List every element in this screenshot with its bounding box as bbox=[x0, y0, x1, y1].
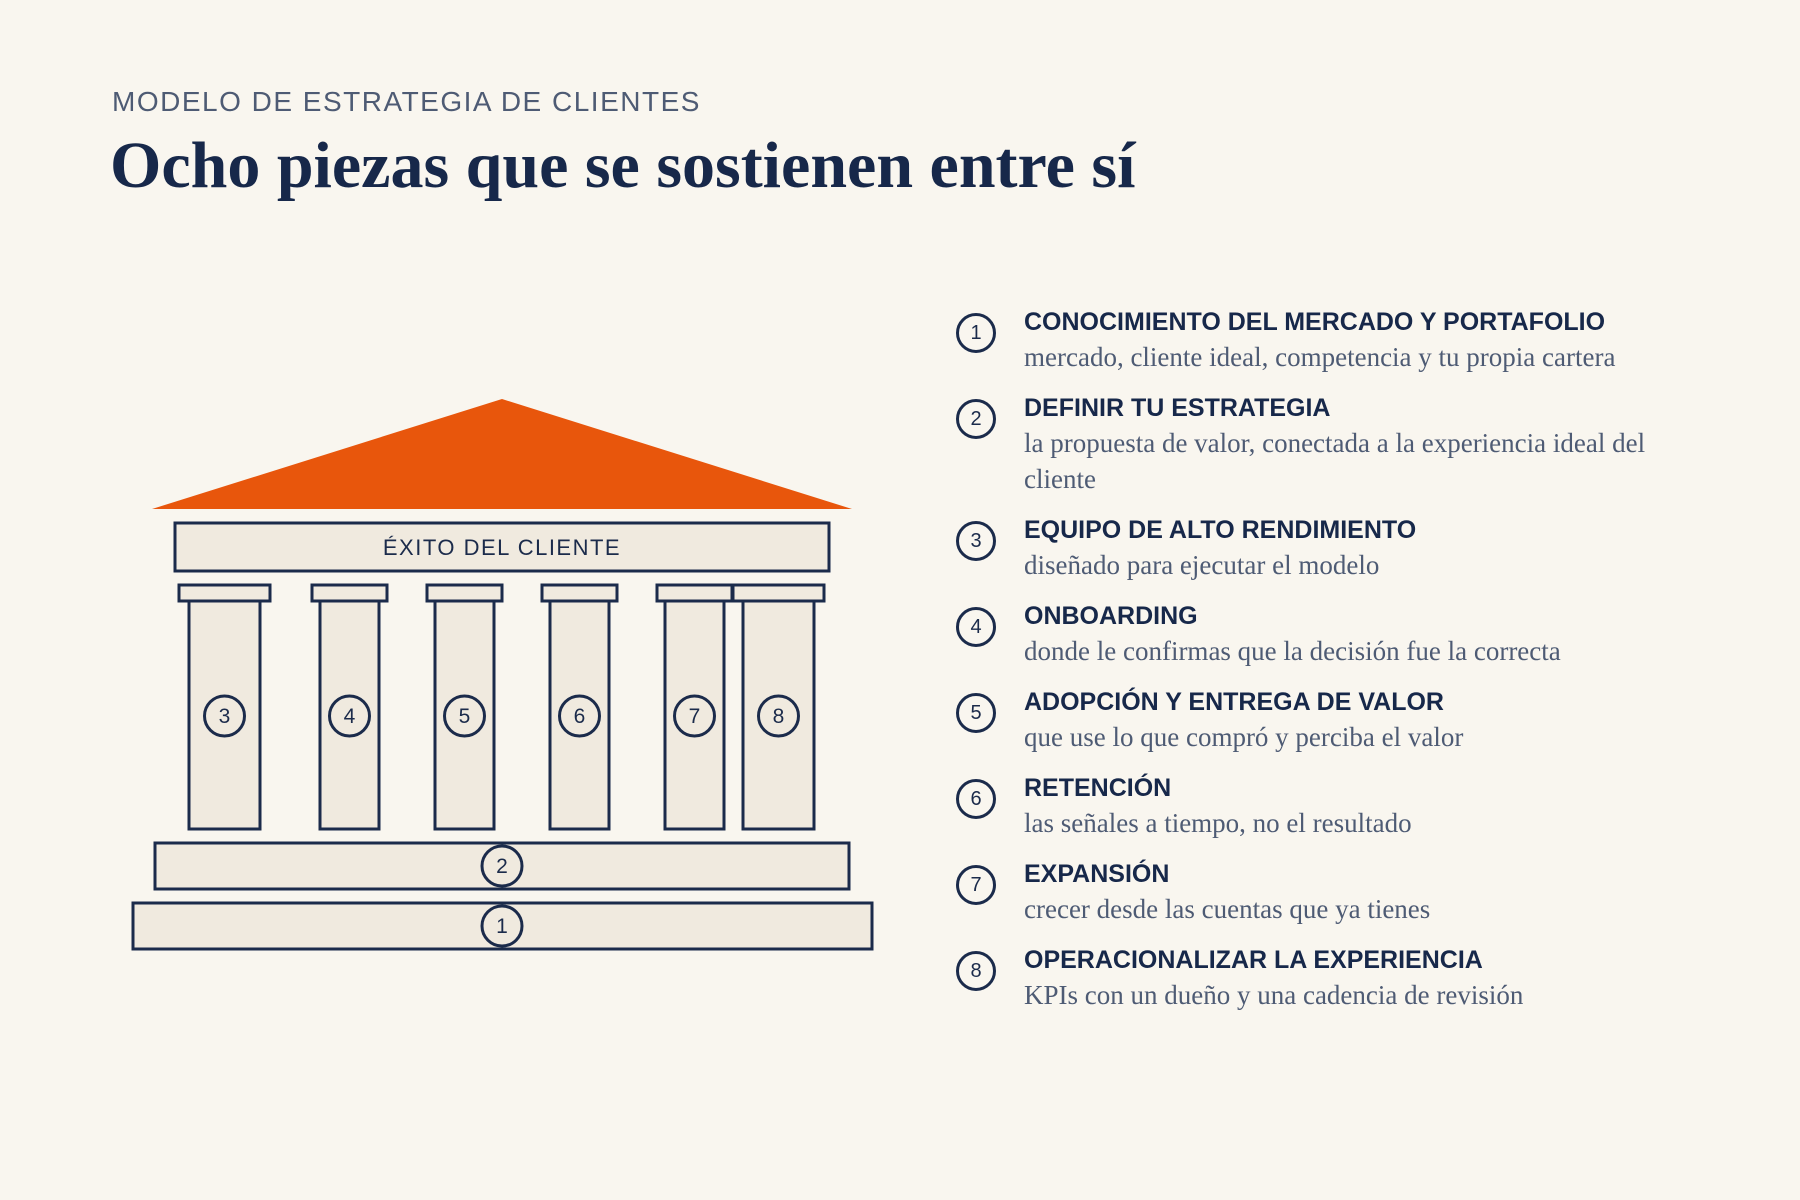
legend-item bbox=[952, 513, 1712, 583]
legend-description: las señales a tiempo, no el resultado bbox=[1024, 808, 1412, 838]
legend-description: mercado, cliente ideal, competencia y tu propia cartera bbox=[1024, 342, 1616, 372]
pillar-capital bbox=[542, 585, 617, 601]
legend-item bbox=[952, 943, 1712, 1013]
legend-item bbox=[952, 391, 1712, 497]
pillar-number: 5 bbox=[458, 705, 471, 728]
pillar-4 bbox=[312, 585, 387, 829]
legend-number-badge: 4 bbox=[956, 607, 996, 647]
temple-beam-label: ÉXITO DEL CLIENTE bbox=[382, 535, 622, 560]
legend-description: la propuesta de valor, conectada a la experiencia ideal del cliente bbox=[1024, 428, 1646, 494]
legend-heading: DEFINIR TU ESTRATEGIA bbox=[1024, 394, 1331, 422]
pillar-capital bbox=[312, 585, 387, 601]
base-number: 2 bbox=[496, 855, 508, 878]
page-title: Ocho piezas que se sostienen entre sí bbox=[110, 129, 1136, 202]
pillar-number: 4 bbox=[343, 705, 356, 728]
temple-diagram bbox=[0, 0, 900, 1000]
legend-description: que use lo que compró y perciba el valor bbox=[1024, 722, 1464, 752]
legend-number-badge: 1 bbox=[956, 313, 996, 353]
legend-description: crecer desde las cuentas que ya tienes bbox=[1024, 894, 1431, 924]
legend-item bbox=[952, 599, 1712, 669]
legend-number-badge: 3 bbox=[956, 521, 996, 561]
legend-heading: EXPANSIÓN bbox=[1024, 860, 1170, 888]
legend-number-badge: 2 bbox=[956, 399, 996, 439]
pillar-capital bbox=[427, 585, 502, 601]
base-step-1 bbox=[133, 903, 872, 949]
legend-number-badge: 6 bbox=[956, 779, 996, 819]
legend-heading: RETENCIÓN bbox=[1024, 774, 1172, 802]
pillar-3 bbox=[179, 585, 270, 829]
legend-heading: ADOPCIÓN Y ENTREGA DE VALOR bbox=[1024, 688, 1444, 716]
legend-number-badge: 5 bbox=[956, 693, 996, 733]
pillar-number: 8 bbox=[772, 705, 785, 728]
legend-number-badge: 8 bbox=[956, 951, 996, 991]
legend-item bbox=[952, 305, 1712, 375]
legend-heading: ONBOARDING bbox=[1024, 602, 1198, 630]
pillar-8 bbox=[733, 585, 824, 829]
pillar-number: 3 bbox=[218, 705, 231, 728]
pillar-number: 6 bbox=[573, 705, 586, 728]
pillar-capital bbox=[179, 585, 270, 601]
pillar-capital bbox=[657, 585, 732, 601]
pillar-6 bbox=[542, 585, 617, 829]
legend-heading: OPERACIONALIZAR LA EXPERIENCIA bbox=[1024, 946, 1483, 974]
pillar-capital bbox=[733, 585, 824, 601]
base-step-2 bbox=[155, 843, 849, 889]
legend-description: KPIs con un dueño y una cadencia de revisión bbox=[1024, 980, 1524, 1010]
pillar-5 bbox=[427, 585, 502, 829]
eyebrow-label: MODELO DE ESTRATEGIA DE CLIENTES bbox=[112, 86, 701, 117]
legend-description: donde le confirmas que la decisión fue la correcta bbox=[1024, 636, 1561, 666]
legend-item bbox=[952, 857, 1712, 927]
pillar-number: 7 bbox=[688, 705, 701, 728]
legend-item bbox=[952, 685, 1712, 755]
pillar-7 bbox=[657, 585, 732, 829]
legend-heading: EQUIPO DE ALTO RENDIMIENTO bbox=[1024, 516, 1417, 544]
legend-description: diseñado para ejecutar el modelo bbox=[1024, 550, 1380, 580]
legend-list bbox=[952, 305, 1712, 1029]
temple-roof bbox=[152, 399, 852, 509]
legend-heading: CONOCIMIENTO DEL MERCADO Y PORTAFOLIO bbox=[1024, 308, 1606, 336]
legend-item bbox=[952, 771, 1712, 841]
legend-number-badge: 7 bbox=[956, 865, 996, 905]
base-number: 1 bbox=[496, 915, 508, 938]
